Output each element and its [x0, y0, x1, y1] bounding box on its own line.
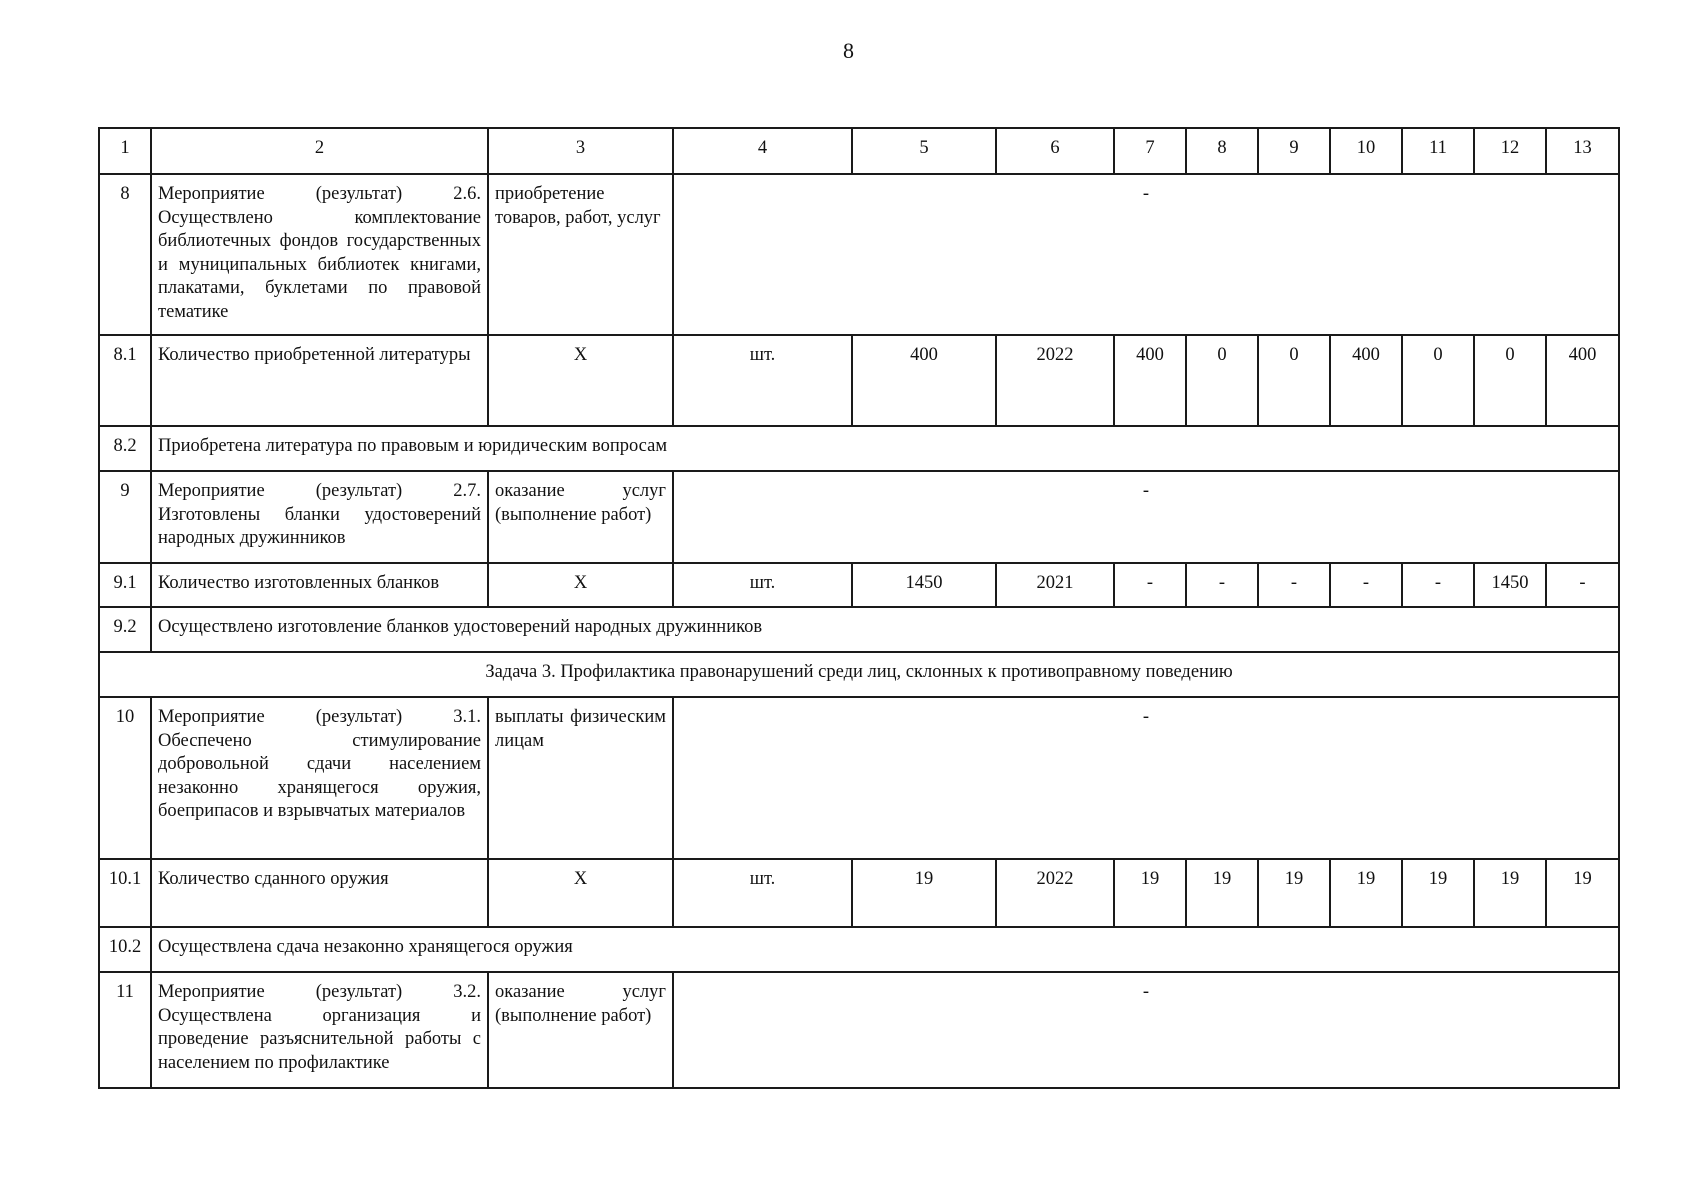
unit-cell: шт.: [673, 563, 852, 607]
result-text: Осуществлено изготовление бланков удостоверений народных дружинников: [151, 607, 1619, 652]
value-cell: 1450: [1474, 563, 1546, 607]
value-cell: 19: [1330, 859, 1402, 927]
activity-name: Мероприятие (результат) 3.1. Обеспечено стимулирование добровольной сдачи населением незаконно хранящегося оружия, боеприпасов и взрывчатых материалов: [151, 697, 488, 859]
value-cell: 19: [1474, 859, 1546, 927]
table-row: [99, 927, 1619, 972]
value-cell: 19: [1402, 859, 1474, 927]
unit-cell: шт.: [673, 859, 852, 927]
column-header: 13: [1546, 128, 1619, 174]
row-number: 9.1: [99, 563, 151, 607]
table-row: [99, 697, 1619, 859]
table-row: [99, 563, 1619, 607]
value-cell: 400: [1114, 335, 1186, 426]
col3-cell: Х: [488, 859, 673, 927]
value-cell: 0: [1474, 335, 1546, 426]
col3-cell: Х: [488, 563, 673, 607]
row-number: 8: [99, 174, 151, 335]
column-header: 4: [673, 128, 852, 174]
row-number: 8.1: [99, 335, 151, 426]
column-header: 1: [99, 128, 151, 174]
activity-type: приобретение товаров, работ, услуг: [488, 174, 673, 335]
column-header: 3: [488, 128, 673, 174]
column-header-row: [99, 128, 1619, 174]
column-header: 12: [1474, 128, 1546, 174]
result-text: Осуществлена сдача незаконно хранящегося оружия: [151, 927, 1619, 972]
value-cell: -: [1114, 563, 1186, 607]
table-row: [99, 426, 1619, 471]
table-row: [99, 972, 1619, 1088]
result-text: Приобретена литература по правовым и юридическим вопросам: [151, 426, 1619, 471]
table-row: [99, 607, 1619, 652]
table-row: [99, 859, 1619, 927]
activity-name: Мероприятие (результат) 2.7. Изготовлены бланки удостоверений народных дружинников: [151, 471, 488, 563]
column-header: 8: [1186, 128, 1258, 174]
column-header: 7: [1114, 128, 1186, 174]
task-row: [99, 652, 1619, 697]
value-cell: 400: [1546, 335, 1619, 426]
value-cell: -: [1186, 563, 1258, 607]
value-cell: 2022: [996, 859, 1114, 927]
row-number: 10.1: [99, 859, 151, 927]
results-table: [98, 127, 1620, 1089]
activity-name: Мероприятие (результат) 3.2. Осуществлена организация и проведение разъяснительной работы с населением по профилактике: [151, 972, 488, 1088]
indicator-name: Количество приобретенной литературы: [151, 335, 488, 426]
value-cell: -: [1402, 563, 1474, 607]
row-number: 9.2: [99, 607, 151, 652]
value-cell: 19: [1546, 859, 1619, 927]
value-cell: 19: [1114, 859, 1186, 927]
value-cell: 2022: [996, 335, 1114, 426]
row-number: 8.2: [99, 426, 151, 471]
unit-cell: шт.: [673, 335, 852, 426]
column-header: 9: [1258, 128, 1330, 174]
table-row: [99, 174, 1619, 335]
empty-dash-cell: -: [673, 174, 1619, 335]
indicator-name: Количество изготовленных бланков: [151, 563, 488, 607]
value-cell: 0: [1258, 335, 1330, 426]
value-cell: -: [1546, 563, 1619, 607]
row-number: 10: [99, 697, 151, 859]
activity-type: оказание услуг (выполнение работ): [488, 972, 673, 1088]
value-cell: 0: [1402, 335, 1474, 426]
value-cell: 400: [1330, 335, 1402, 426]
column-header: 2: [151, 128, 488, 174]
value-cell: 1450: [852, 563, 996, 607]
task-heading: Задача 3. Профилактика правонарушений среди лиц, склонных к противоправному поведению: [99, 652, 1619, 697]
value-cell: 19: [852, 859, 996, 927]
value-cell: 400: [852, 335, 996, 426]
value-cell: -: [1330, 563, 1402, 607]
column-header: 11: [1402, 128, 1474, 174]
indicator-name: Количество сданного оружия: [151, 859, 488, 927]
empty-dash-cell: -: [673, 697, 1619, 859]
value-cell: -: [1258, 563, 1330, 607]
column-header: 5: [852, 128, 996, 174]
activity-name: Мероприятие (результат) 2.6. Осуществлено комплектование библиотечных фондов государственных и муниципальных библиотек книгами, плакатами, буклетами по правовой тематике: [151, 174, 488, 335]
column-header: 10: [1330, 128, 1402, 174]
activity-type: выплаты физическим лицам: [488, 697, 673, 859]
column-header: 6: [996, 128, 1114, 174]
row-number: 9: [99, 471, 151, 563]
row-number: 10.2: [99, 927, 151, 972]
value-cell: 19: [1186, 859, 1258, 927]
value-cell: 2021: [996, 563, 1114, 607]
empty-dash-cell: -: [673, 972, 1619, 1088]
value-cell: 0: [1186, 335, 1258, 426]
page-number: 8: [843, 38, 854, 63]
value-cell: 19: [1258, 859, 1330, 927]
activity-type: оказание услуг (выполнение работ): [488, 471, 673, 563]
row-number: 11: [99, 972, 151, 1088]
empty-dash-cell: -: [673, 471, 1619, 563]
table-row: [99, 471, 1619, 563]
table-row: [99, 335, 1619, 426]
col3-cell: Х: [488, 335, 673, 426]
